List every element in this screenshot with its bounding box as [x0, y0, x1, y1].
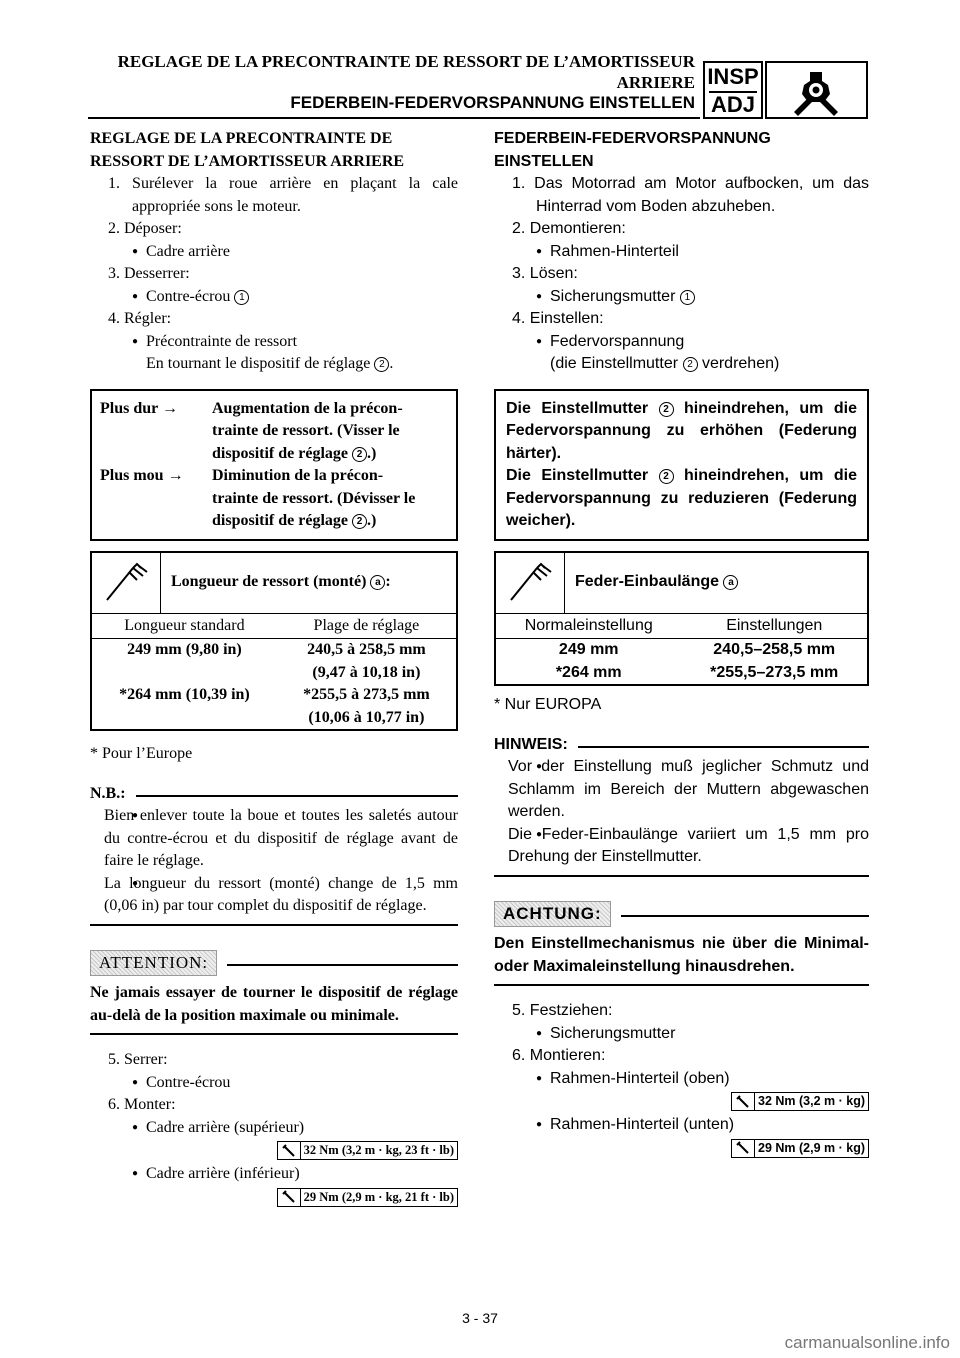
callout-1: 1 [234, 290, 249, 305]
callout-2: 2 [352, 514, 367, 529]
fr-spec-header [92, 553, 456, 614]
de-spec-col-range: Einstellungen [681, 614, 867, 639]
wrench-screwdriver-icon [765, 61, 868, 119]
torque-spec-box [731, 1092, 869, 1111]
de-adjust-softer [506, 465, 857, 533]
badge-adj: ADJ [710, 92, 755, 117]
fr-adjust-softer-line1: Diminution de la précon- [212, 467, 384, 484]
de-torque-lower [494, 1139, 869, 1158]
de-spec-table [494, 551, 869, 687]
fr-torque-lower [90, 1188, 458, 1207]
fr-step-4: 4. Régler: [108, 310, 172, 327]
badge-insp: INSP [707, 64, 759, 89]
fr-spec-r2-range-in: (10,06 à 10,77 in) [308, 708, 425, 726]
de-step-4-item: ● Federvorspannung [494, 331, 869, 354]
fr-adjust-harder-line1: Augmentation de la précon- [212, 399, 403, 417]
torque-value: 29 Nm (2,9 m · kg) [758, 1140, 865, 1155]
fr-step-4-detail-text: En tournant le dispositif de réglage [146, 355, 371, 372]
fr-step-3-item [90, 286, 458, 309]
de-footnote: * Nur EUROPA [494, 696, 602, 713]
de-adjust-harder [506, 398, 857, 466]
fr-spec-table [90, 551, 458, 732]
de-adjust-softer-a: Die Einstellmutter [506, 467, 649, 484]
de-step-1: 1. Das Motorrad am Motor aufbocken, um das Hinterrad vom Boden abzuheben. [512, 175, 869, 215]
fr-spec-header-row [92, 614, 456, 639]
fr-torque-upper [90, 1141, 458, 1160]
insp-adj-badge [703, 61, 763, 119]
fr-adjust-softer-key: Plus mou → [100, 467, 184, 484]
watermark: carmanualsonline.info [784, 1333, 950, 1352]
fr-section-title-2: RESSORT DE L’AMORTISSEUR ARRIERE [90, 152, 405, 170]
de-step-4-detail-a: (die Einstellmutter [550, 355, 679, 372]
table-row [92, 684, 456, 729]
fr-adjust-softer-desc [212, 465, 448, 533]
fr-step-4-item: ● Précontrainte de ressort [90, 331, 458, 354]
fr-nb-label: N.B.: [90, 784, 126, 802]
fr-spec-r1-range-in: (9,47 à 10,18 in) [312, 663, 421, 681]
torque-spec-box [277, 1141, 458, 1160]
de-hinweis-label: HINWEIS: [494, 735, 568, 753]
de-step-4: 4. Einstellen: [512, 310, 604, 327]
torque-wrench-icon [278, 1189, 301, 1206]
german-column [494, 128, 869, 1158]
caliper-icon [496, 553, 565, 613]
fr-attention-end-rule [90, 1033, 458, 1035]
torque-wrench-icon [278, 1142, 301, 1159]
fr-spec-r2-standard: *264 mm (10,39 in) [119, 686, 250, 703]
de-section-title-1: FEDERBEIN-FEDERVORSPANNUNG [494, 130, 771, 147]
fr-spec-r1-range [277, 639, 456, 685]
fr-attention-rule [227, 964, 458, 966]
fr-footnote: * Pour l’Europe [90, 745, 193, 762]
torque-wrench-icon [732, 1093, 755, 1110]
french-column [90, 128, 458, 1207]
de-step-6: 6. Montieren: [512, 1047, 606, 1064]
fr-step-3: 3. Desserrer: [108, 265, 190, 282]
callout-2: 2 [352, 447, 367, 462]
fr-adjust-row-harder [100, 398, 448, 466]
fr-spec-title-text: Longueur de ressort (monté) [171, 573, 367, 591]
fr-step-5: 5. Serrer: [108, 1051, 168, 1068]
de-hinweis-item-1: ● Vor der Einstellung muß jeglicher Schmutz und Schlamm im Bereich der Muttern abgewaschen werden. [494, 756, 869, 824]
fr-step-2: 2. Déposer: [108, 220, 182, 237]
de-step-2-item: ● Rahmen-Hinterteil [494, 241, 869, 264]
de-adjust-box [494, 389, 869, 541]
fr-spec-r1-standard: 249 mm (9,80 in) [127, 641, 242, 658]
fr-spec-title: Longueur de ressort (monté) a : [171, 573, 391, 591]
table-row [496, 662, 867, 685]
de-hinweis-end-rule [494, 875, 869, 877]
de-spec-title [565, 571, 738, 594]
de-section-title-2: EINSTELLEN [494, 152, 594, 170]
callout-2: 2 [659, 469, 674, 484]
de-step-5-item: ● Sicherungsmutter [494, 1023, 869, 1046]
fr-spec-r2-range [277, 684, 456, 729]
de-spec-title-text: Feder-Einbaulänge [575, 573, 720, 591]
de-achtung-text: Den Einstellmechanismus nie über die Minimal- oder Maximaleinstellung hinausdrehen. [494, 935, 869, 975]
fr-adjust-row-softer [100, 465, 448, 533]
callout-2: 2 [683, 357, 698, 372]
de-step-3: 3. Lösen: [512, 265, 578, 282]
fr-nb-header [90, 783, 458, 806]
de-step-6-item-upper: ● Rahmen-Hinterteil (oben) [494, 1068, 869, 1091]
fr-spec-r2-range-mm: *255,5 à 273,5 mm [303, 686, 430, 703]
de-spec-header-row [496, 614, 867, 639]
page-number: 3 - 37 [462, 1310, 498, 1326]
de-spec-r1-range: 240,5–258,5 mm [713, 641, 836, 658]
fr-adjust-harder-desc [212, 398, 448, 466]
torque-spec-box [277, 1188, 458, 1207]
fr-adjust-softer-line2: trainte de ressort. (Dévisser le [212, 489, 416, 507]
fr-step-4-detail: En tournant le dispositif de réglage 2 . [146, 355, 394, 372]
fr-attention-label: ATTENTION: [90, 950, 217, 977]
de-step-6-item-lower: ● Rahmen-Hinterteil (unten) [494, 1114, 869, 1137]
de-step-3-item-text: Sicherungsmutter [550, 287, 676, 305]
de-adjust-harder-a: Die Einstellmutter [506, 399, 649, 417]
torque-spec-box [731, 1139, 869, 1158]
header-title-line1: REGLAGE DE LA PRECONTRAINTE DE RESSORT DE L’AMORTISSEUR [117, 52, 695, 71]
table-row [92, 639, 456, 685]
fr-nb-rule [136, 795, 458, 797]
de-hinweis-item-2: ● Die Feder-Einbaulänge variiert um 1,5 mm pro Drehung der Einstellmutter. [494, 824, 869, 869]
fr-adjust-softer-line3-text: dispositif de réglage [212, 512, 348, 529]
torque-wrench-icon [732, 1140, 755, 1157]
callout-a: a [723, 575, 738, 590]
fr-spec-r1-range-mm: 240,5 à 258,5 mm [307, 641, 426, 658]
de-spec-r1-standard: 249 mm [558, 641, 619, 658]
fr-step-1: 1. Surélever la roue arrière en plaçant la cale appropriée sons le moteur. [108, 175, 458, 215]
fr-spec-col-range: Plage de réglage [277, 614, 456, 639]
fr-step-6-item-upper: ● Cadre arrière (supérieur) [90, 1117, 458, 1140]
callout-a: a [370, 575, 385, 590]
de-achtung-label: ACHTUNG: [494, 901, 611, 928]
header-rule [88, 117, 700, 119]
fr-nb-item-2: ● La longueur du ressort (monté) change de 1,5 mm (0,06 in) par tour complet du dispositif de réglage. [90, 873, 458, 918]
de-step-3-item [494, 286, 869, 309]
fr-attention-text: Ne jamais essayer de tourner le dispositif de réglage au-delà de la position maximale ou minimale. [90, 984, 458, 1024]
fr-adjust-harder-line3: dispositif de réglage 2 .) [212, 444, 377, 462]
de-adjust-harder-b: hineindrehen, um die Federvorspannung zu erhöhen (Federung härter). [506, 399, 857, 462]
de-torque-upper [494, 1092, 869, 1111]
de-step-5: 5. Festziehen: [512, 1002, 613, 1019]
fr-step-6: 6. Monter: [108, 1096, 176, 1113]
de-step-2: 2. Demontieren: [512, 220, 626, 237]
de-spec-header [496, 553, 867, 614]
caliper-icon [92, 553, 161, 613]
de-achtung-end-rule [494, 984, 869, 986]
fr-adjust-softer-line3: dispositif de réglage 2 .) [212, 512, 377, 529]
de-achtung-rule [621, 915, 869, 917]
fr-step-6-item-lower: ● Cadre arrière (inférieur) [90, 1163, 458, 1186]
fr-step-3-item-text: Contre-écrou [146, 287, 231, 305]
callout-2: 2 [659, 402, 674, 417]
fr-attention-header [90, 950, 458, 977]
de-spec-r2-range: *255,5–273,5 mm [710, 663, 839, 681]
de-spec-r2-standard: *264 mm [555, 663, 622, 681]
de-adjust-softer-b: hineindrehen, um die Federvorspannung zu reduzieren (Federung weicher). [506, 467, 857, 529]
callout-1: 1 [680, 290, 695, 305]
fr-adjust-harder-line3-text: dispositif de réglage [212, 444, 348, 462]
fr-nb-item-1: ● Bien enlever toute la boue et toutes les saletés autour du contre-écrou et du dispositif de réglage avant de faire le réglage. [90, 805, 458, 873]
fr-adjust-harder-key: Plus dur → [100, 399, 178, 417]
header-title-line3: FEDERBEIN-FEDERVORSPANNUNG EINSTELLEN [290, 93, 695, 112]
fr-step-5-item: ● Contre-écrou [90, 1072, 458, 1095]
fr-section-title-1: REGLAGE DE LA PRECONTRAINTE DE [90, 130, 393, 147]
de-step-4-detail-b: verdrehen) [701, 355, 780, 372]
de-hinweis-rule [578, 746, 869, 748]
table-row [496, 639, 867, 662]
torque-value: 29 Nm (2,9 m · kg, 21 ft · lb) [303, 1189, 454, 1204]
de-spec-grid [496, 614, 867, 685]
de-step-4-detail [494, 353, 869, 376]
de-hinweis-header [494, 734, 869, 757]
de-achtung-header [494, 901, 869, 928]
de-spec-col-standard: Normaleinstellung [496, 614, 681, 639]
header-title-line2: ARRIERE [616, 73, 695, 92]
torque-value: 32 Nm (3,2 m · kg, 23 ft · lb) [303, 1143, 454, 1158]
fr-nb-end-rule [90, 924, 458, 926]
torque-value: 32 Nm (3,2 m · kg) [758, 1094, 865, 1109]
callout-2: 2 [374, 357, 389, 372]
fr-spec-grid [92, 614, 456, 730]
fr-adjust-harder-line2: trainte de ressort. (Visser le [212, 422, 400, 439]
fr-adjust-box [90, 389, 458, 541]
fr-step-2-item: ● Cadre arrière [90, 241, 458, 264]
fr-spec-col-standard: Longueur standard [92, 614, 277, 639]
